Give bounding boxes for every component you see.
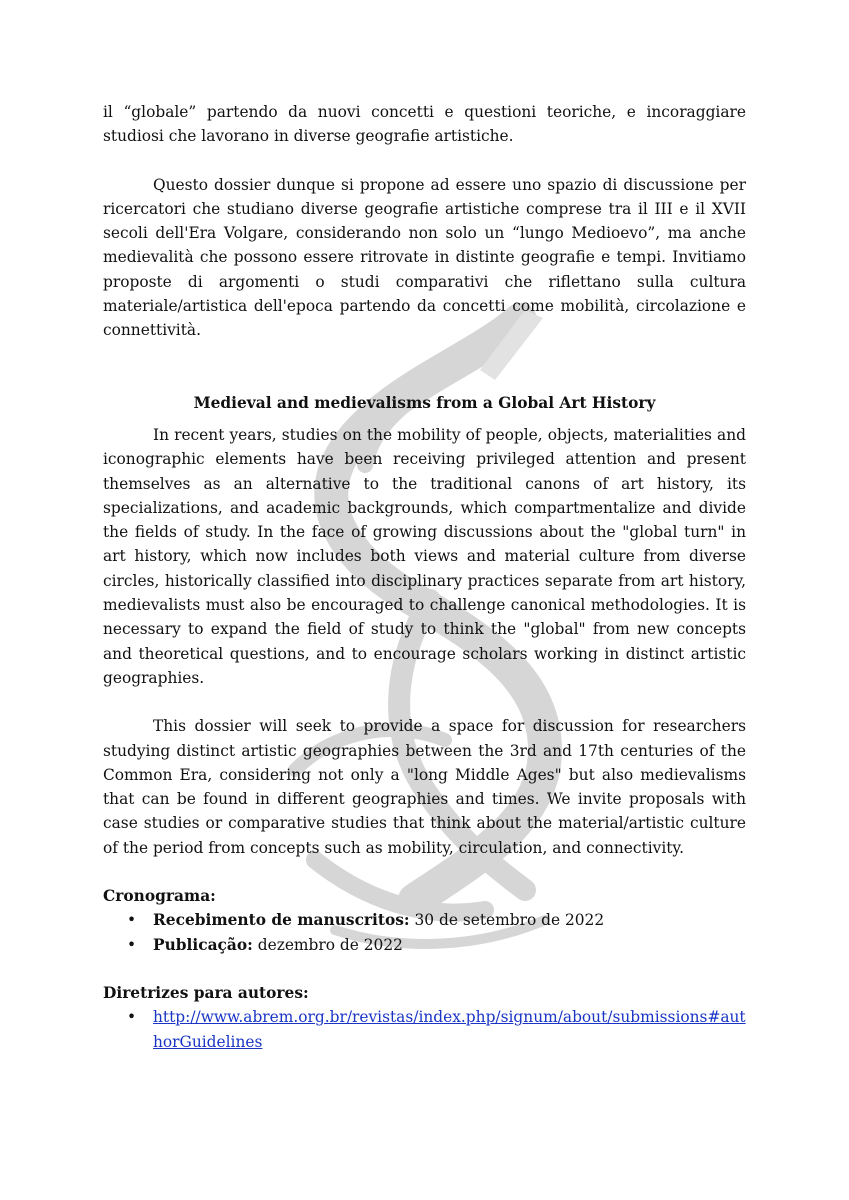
schedule-title: Cronograma: <box>103 887 216 906</box>
author-guidelines-link[interactable]: http://www.abrem.org.br/revistas/index.php/signum/about/submissions#authorGuidelines <box>153 1008 746 1051</box>
schedule-item <box>103 908 746 932</box>
guidelines-title: Diretrizes para autores: <box>103 983 309 1002</box>
schedule-item <box>103 933 746 957</box>
document-body <box>103 100 746 1054</box>
schedule-item-value: 30 de setembro de 2022 <box>409 911 605 930</box>
guidelines-item <box>103 1005 746 1054</box>
paragraph-en-2: This dossier will seek to provide a space for discussion for researchers studying distinct artistic geographies between the 3rd and 17th centuries of the Common Era, considering not only a "long Middle Ages" but also medievalisms that can be found in different geographies and times. We invite proposals with case studies or comparative studies that think about the material/artistic culture of the period from concepts such as mobility, circulation, and connectivity. <box>103 717 746 857</box>
paragraph-it-1: il “globale” partendo da nuovi concetti e questioni teoriche, e incoraggiare studiosi che lavorano in diverse geografie artistiche. <box>103 103 746 146</box>
schedule-list <box>103 908 746 957</box>
guidelines-list <box>103 1005 746 1054</box>
english-heading: Medieval and medievalisms from a Global Art History <box>193 393 656 412</box>
schedule-item-value: dezembro de 2022 <box>252 935 403 954</box>
schedule-item-label: Recebimento de manuscritos: <box>153 911 410 930</box>
schedule-item-label: Publicação: <box>153 935 253 954</box>
paragraph-it-2: Questo dossier dunque si propone ad essere uno spazio di discussione per ricercatori che studiano diverse geografie artistiche comprese tra il III e il XVII secoli dell'Era Volgare, considerando non solo un “lungo Medioevo”, ma anche medievalità che possono essere ritrovate in distinte geografie e tempi. Invitiamo proposte di argomenti o studi comparativi che riflettano sulla cultura materiale/artistica dell'epoca partendo da concetti come mobilità, circolazione e connettività. <box>103 175 746 340</box>
paragraph-en-1: In recent years, studies on the mobility of people, objects, materialities and iconographic elements have been receiving privileged attention and present themselves as an alternative to the traditional canons of art history, its specializations, and academic backgrounds, which compartmentalize and divide the fields of study. In the face of growing discussions about the "global turn" in art history, which now includes both views and material culture from diverse circles, historically classified into disciplinary practices separate from art history, medievalists must also be encouraged to challenge canonical methodologies. It is necessary to expand the field of study to think the "global" from new concepts and theoretical questions, and to encourage scholars working in distinct artistic geographies. <box>103 425 746 687</box>
